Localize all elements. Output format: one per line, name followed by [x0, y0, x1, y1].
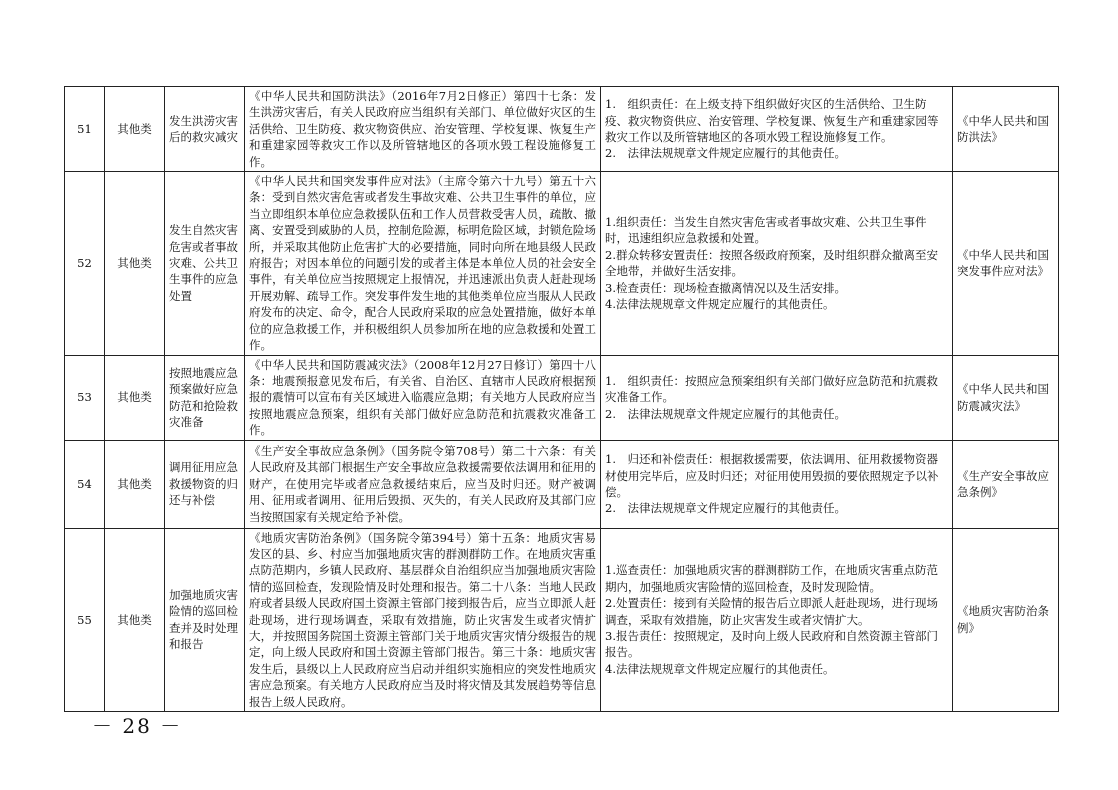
duty-line: 1.巡查责任：加强地质灾害的群测群防工作，在地质灾害重点防范期内，加强地质灾害险情的巡回检查，及时发现险情。 — [605, 563, 938, 594]
category-cell: 其他类 — [105, 528, 165, 711]
category-cell: 其他类 — [105, 440, 165, 528]
item-cell: 按照地震应急预案做好应急防范和抢险救灾准备 — [165, 355, 245, 440]
item-cell: 加强地质灾害险情的巡回检查并及时处理和报告 — [165, 528, 245, 711]
law-cell: 《生产安全事故应急条例》 — [953, 440, 1059, 528]
law-cell: 《地质灾害防治条例》 — [953, 528, 1059, 711]
item-cell: 调用征用应急救援物资的归还与补偿 — [165, 440, 245, 528]
basis-cell: 《中华人民共和国防洪法》（2016年7月2日修正）第四十七条：发生洪涝灾害后，有关人民政府应当组织有关部门、单位做好灾区的生活供给、卫生防疫、救灾物资供应、治安管理、学校复课、恢复生产和重建家园等救灾工作以及所管辖地区的各项水毁工程设施修复工作。 — [245, 87, 601, 172]
table-row — [65, 440, 1059, 528]
duty-table — [64, 86, 1059, 712]
law-cell: 《中华人民共和国防洪法》 — [953, 87, 1059, 172]
duty-line: 4.法律法规规章文件规定应履行的其他责任。 — [605, 297, 835, 312]
basis-cell: 《生产安全事故应急条例》（国务院令第708号）第二十六条：有关人民政府及其部门根据生产安全事故应急救援需要依法调用和征用的财产，在使用完毕或者应急救援结束后，应当及时归还。财产被调用、征用或者调用、征用后毁损、灭失的，有关人民政府及其部门应当按照国家有关规定给予补偿。 — [245, 440, 601, 528]
duty-cell — [601, 87, 953, 172]
duty-line: 4.法律法规规章文件规定应履行的其他责任。 — [605, 661, 835, 676]
table-row — [65, 87, 1059, 172]
duty-line: 2. 法律法规规章文件规定应履行的其他责任。 — [605, 501, 846, 516]
duty-line: 1. 归还和补偿责任：根据救援需要，依法调用、征用救援物资器材使用完毕后，应及时归还；对征用使用毁损的要依照规定予以补偿。 — [605, 452, 939, 500]
duty-cell — [601, 528, 953, 711]
duty-line: 1. 组织责任：按照应急预案组织有关部门做好应急防范和抗震救灾准备工作。 — [605, 373, 938, 405]
duty-cell — [601, 172, 953, 355]
table-row — [65, 172, 1059, 355]
duty-cell — [601, 440, 953, 528]
row-number: 52 — [65, 172, 105, 355]
row-number: 55 — [65, 528, 105, 711]
table-row — [65, 528, 1059, 711]
table-row — [65, 355, 1059, 440]
duty-line: 2. 法律法规规章文件规定应履行的其他责任。 — [605, 146, 846, 161]
duty-line: 1. 组织责任：在上级支持下组织做好灾区的生活供给、卫生防疫、救灾物资供应、治安管理、学校复课、恢复生产和重建家园等救灾工作以及所管辖地区的各项水毁工程设施修复工作。 — [605, 97, 939, 145]
row-number: 53 — [65, 355, 105, 440]
duty-cell — [601, 355, 953, 440]
basis-cell: 《地质灾害防治条例》（国务院令第394号）第十五条：地质灾害易发区的县、乡、村应当加强地质灾害的群测群防工作。在地质灾害重点防范期内，乡镇人民政府、基层群众自治组织应当加强地质灾害险情的巡回检查，发现险情及时处理和报告。第二十八条：当地人民政府或者县级人民政府国土资源主管部门接到报告后，应当立即派人赶赴现场，进行现场调查，采取有效措施，防止灾害发生或者灾情扩大，并按照国务院国土资源主管部门关于地质灾害灾情分级报告的规定，向上级人民政府和国土资源主管部门报告。第三十条：地质灾害发生后，县级以上人民政府应当启动并组织实施相应的突发性地质灾害应急预案。有关地方人民政府应当及时将灾情及其发展趋势等信息报告上级人民政府。 — [245, 528, 601, 711]
duty-line: 2. 法律法规规章文件规定应履行的其他责任。 — [605, 406, 846, 421]
category-cell: 其他类 — [105, 87, 165, 172]
duty-line: 1.组织责任：当发生自然灾害危害或者事故灾难、公共卫生事件时，迅速组织应急救援和处置。 — [605, 215, 927, 246]
duty-line: 3.报告责任：按照规定，及时向上级人民政府和自然资源主管部门报告。 — [605, 628, 938, 660]
item-cell: 发生洪涝灾害后的救灾减灾 — [165, 87, 245, 172]
row-number: 51 — [65, 87, 105, 172]
row-number: 54 — [65, 440, 105, 528]
basis-cell: 《中华人民共和国防震减灾法》（2008年12月27日修订）第四十八条：地震预报意见发布后，有关省、自治区、直辖市人民政府根据预报的震情可以宣布有关区域进入临震应急期；有关地方人民政府应当按照地震应急预案，组织有关部门做好应急防范和抗震救灾准备工作。 — [245, 355, 601, 440]
law-cell: 《中华人民共和国防震减灾法》 — [953, 355, 1059, 440]
item-cell: 发生自然灾害危害或者事故灾难、公共卫生事件的应急处置 — [165, 172, 245, 355]
page-number: － 28 － — [92, 714, 183, 738]
basis-cell: 《中华人民共和国突发事件应对法》（主席令第六十九号）第五十六条：受到自然灾害危害或者发生事故灾难、公共卫生事件的单位，应当立即组织本单位应急救援队伍和工作人员营救受害人员，疏散、撤离、安置受到威胁的人员，控制危险源，标明危险区域，封锁危险场所，并采取其他防止危害扩大的必要措施，同时向所在地县级人民政府报告；对因本单位的问题引发的或者主体是本单位人员的社会安全事件，有关单位应当按照规定上报情况，并迅速派出负责人赶赴现场开展劝解、疏导工作。突发事件发生地的其他类单位应当服从人民政府发布的决定、命令，配合人民政府采取的应急处置措施，做好本单位的应急救援工作，并积极组织人员参加所在地的应急救援和处置工作。 — [245, 172, 601, 355]
law-cell: 《中华人民共和国突发事件应对法》 — [953, 172, 1059, 355]
duty-line: 3.检查责任：现场检查撤离情况以及生活安排。 — [605, 280, 846, 295]
category-cell: 其他类 — [105, 172, 165, 355]
duty-line: 2.群众转移安置责任：按照各级政府预案，及时组织群众撤离至安全地带，并做好生活安排。 — [605, 247, 938, 279]
duty-line: 2.处置责任：接到有关险情的报告后立即派人赶赴现场，进行现场调查，采取有效措施，防止灾害发生或者灾情扩大。 — [605, 596, 938, 627]
category-cell: 其他类 — [105, 355, 165, 440]
